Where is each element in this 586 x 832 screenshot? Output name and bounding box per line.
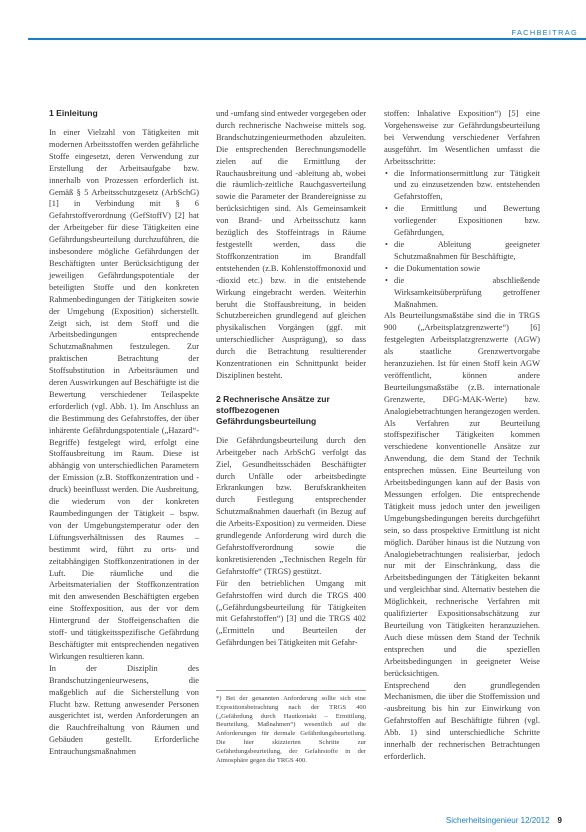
column-2 <box>216 108 366 649</box>
section-heading-computational-approaches: 2 Rechnerische Ansätze zur stoffbezogenen Gefährdungsbeurteilung <box>216 393 330 426</box>
column-3 <box>384 108 540 763</box>
body-paragraph: In einer Vielzahl von Tätigkeiten mit modernen Arbeitsstoffen werden gefährliche Stoffe eingesetzt, deren Verwendung zur Erstellung der Arbeitsaufgabe bzw. innerhalb von Prozessen erforderlich ist. Gemäß § 5 Arbeitsschutzgesetz (ArbSchG) [1] in Verbindung mit § 6 Gefahrstoffverordnung (GefStoffV) [2] hat der Arbeitgeber für diese Tätigkeiten eine Gefährdungsbeurteilung durchzuführen, die insbesondere mögliche Gefährdungen der Beschäftigten unter Berücksichtigung der jeweiligen Gefährdungspotentiale der beteiligten Stoffe und den konkreten Rahmenbedingungen der Tätigkeiten sowie der Umgebung (Exposition) sicherstellt. Zeigt sich, ist dem Stoff und die Arbeitsbedingungen entsprechende Schutzmaßnahmen festzulegen. Zur praktischen Betrachtung der Stoffsubstitution in Arbeitsräumen und deren Auswirkungen auf Beschäftigte ist die Bewertung verschiedener Teilaspekte erforderlich (vgl. Abb. 1). Im Anschluss an die Bestimmung des Gefahrstoffes, der über inhärente Gefährdungspotentiale („Hazard“-Begriffe) festgelegt wird, erfolgt eine Stoffausbreitung im Raum. Diese ist abhängig von unterschiedlichen Parametern der Emission (z.B. Stoffkonzentration und -druck) beeinflusst werden. Die Ausbreitung, die wiederum von der konkreten Raumbedingungen der Tätigkeit – bspw. von der Umgebungstemperatur oder den Lüftungsverhältnissen des Raumes – bestimmt wird, führt zu orts- und zeitabhängigen Stoffkonzentrationen in der Luft. Die räumliche und die Arbeitsmaterialien der Stoffkonzentration mit den anwesenden Beschäftigten ergeben eine Stoffexposition, aus der vor dem Hintergrund der Stoffeigenschaften die stoff- und tätigkeitsspezifische Gefährdung Beschäftigter mit entsprechenden negativen Wirkungen resultieren kann. <box>49 128 199 661</box>
page-number: 9 <box>557 816 562 825</box>
section-heading-introduction: 1 Einleitung <box>49 108 98 118</box>
list-item: • die Ableitung geeigneter Schutzmaßnahmen für Beschäftigte, <box>394 239 540 263</box>
body-paragraph: Die Gefährdungsbeurteilung durch den Arbeitgeber nach ArbSchG verfolgt das Ziel, Gesundheitsschäden Beschäftigter durch Unfälle oder arbeitsbedingte Erkrankungen bzw. Berufskrankheiten durch Festlegung entsprechender Schutzmaßnahmen dauerhaft (in Bezug auf die Arbeits-Exposition) zu vermeiden. Diese grundlegende Anforderung wird durch die Gefahrstoffverordnung sowie die konkretisierenden „Technischen Regeln für Gefahrstoffe“ (TRGS) gestützt. <box>216 435 366 576</box>
list-item: • die Dokumentation sowie <box>394 263 540 275</box>
column-1 <box>49 108 199 758</box>
body-paragraph: Als Beurteilungsmaßstäbe sind die in TRGS 900 („Arbeitsplatzgrenzwerte“) [6] festgelegten Arbeitsplatzgrenzwerte (AGW) als staatliche Grenzwertvorgabe heranzuziehen. Ist für einen Stoff kein AGW veröffentlicht, können andere Beurteilungsmaßstäbe (z.B. internationale Grenzwerte, DFG-MAK-Werte) bzw. Analogiebetrachtungen herangezogen werden. Als Verfahren zur Beurteilung stoffspezifischer Tätigkeiten kommen verschiedene konventionelle Ansätze zur Anwendung, die dem Stand der Technik entsprechen müssen. Eine Beurteilung von Arbeitsbedingungen kann auf der Basis von Messungen erfolgen. Die entsprechende Tätigkeit muss jedoch unter den jeweiligen Umgebungsbedingungen bereits durchgeführt sein, so dass prospektive Ermittlung ist nicht möglich. Darüber hinaus ist die Nutzung von Analogiebetrachtungen realisierbar, jedoch nur mit der Einschränkung, dass die Arbeitsbedingungen der Tätigkeiten bekannt und vergleichbar sind. Alternativ bestehen die Möglichkeit, rechnerische Verfahren mit qualifizierter Expositionsabschätzung zur Beurteilung von Tätigkeiten heranzuziehen. Auch diese müssen dem Stand der Technik entsprechen und die speziellen Arbeitsbedingungen in geeigneter Weise berücksichtigen. <box>384 311 540 678</box>
body-paragraph: Entsprechend den grundlegenden Mechanismen, die über die Stoffemission und -ausbreitung bis hin zur Einwirkung von Gefahrstoffen auf Beschäftigte führen (vgl. Abb. 1) sind unterschiedliche Schritte innerhalb der rechnerischen Betrachtungen erforderlich. <box>384 680 540 761</box>
body-paragraph: und -umfang sind entweder vorgegeben oder durch rechnerische Nachweise mittels sog. Brandschutzingenieurmethoden abzuleiten. Die entsprechenden Berechnungsmodelle zielen auf die Ermittlung der Rauchausbreitung und -ableitung ab, wobei die räumlich-zeitliche Rauchgasverteilung sowie die Parameter der Brandereignisse zu berücksichtigen sind. Als Gemeinsamkeit von Brand- und Arbeitsschutz kann bezüglich des Stoffeintrags in Räume festgestellt werden, dass die Stoffkonzentration im Brandfall entstehenden (z.B. Kohlenstoffmonoxid und -dioxid etc.) bzw. in die entstehende Wirkung eingebracht werden. Weiterhin beruht die Stoffausbreitung, in beiden Schutzbereichen grundlegend auf gleichen physikalischen Vorgängen (ggf. mit unterschiedlicher Ausprägung), so dass durch die Betrachtung resultierender Konzentrationen ein Schnittpunkt beider Disziplinen besteht. <box>216 109 366 380</box>
page-footer <box>446 816 562 825</box>
list-item: • die Informationsermittlung zur Tätigkeit und zu einzusetzenden bzw. entstehenden Gefahrstoffen, <box>394 168 540 204</box>
list-item: • die abschließende Wirksamkeitsüberprüfung getroffener Maßnahmen. <box>394 275 540 311</box>
body-paragraph: Für den betrieblichen Umgang mit Gefahrstoffen wird durch die TRGS 400 („Gefährdungsbeurteilung für Tätigkeiten mit Gefahrstoffen“) [3] und die TRGS 402 („Ermitteln und Beurteilen der Gefährdungen bei Tätigkeiten mit Gefahr- <box>216 578 366 648</box>
header-rule <box>28 38 586 40</box>
section-tag: FACHBEITRAG <box>508 28 578 37</box>
journal-name: Sicherheitsingenieur 12/2012 <box>445 816 550 825</box>
list-item: • die Ermittlung und Bewertung vorliegender Expositionen bzw. Gefährdungen, <box>394 203 540 239</box>
body-paragraph: stoffen: Inhalative Exposition“) [5] eine Vorgehensweise zur Gefährdungsbeurteilung bei Verwendung verschiedener Verfahren ausgeführt. Im Wesentlichen umfasst die Arbeitsschritte: <box>384 109 540 166</box>
footnote: *) Bei der genannten Anforderung sollte sich eine Expositionsbetrachtung nach der TRGS 400 („Gefährdung durch Hautkontakt – Ermittlung, Beurteilung, Maßnahmen“) wesentlich auf die Anforderungen für dermale Gefährdungsbeurteilung. Die hier skizzierten Schritte zur Gefährdungsbeurteilung, der Gefahrstoffe in der Atmosphäre gegen die TRGS 400. <box>216 690 366 765</box>
body-paragraph: In der Disziplin des Brandschutzingenieurwesens, die maßgeblich auf die Sicherstellung von Flucht bzw. Rettung anwesender Personen ausgerichtet ist, werden Anforderungen an die Rauchfreihaltung von Räumen und Gebäuden gestellt. Erforderliche Entrauchungsmaßnahmen <box>49 663 199 757</box>
work-steps-list <box>384 168 540 311</box>
